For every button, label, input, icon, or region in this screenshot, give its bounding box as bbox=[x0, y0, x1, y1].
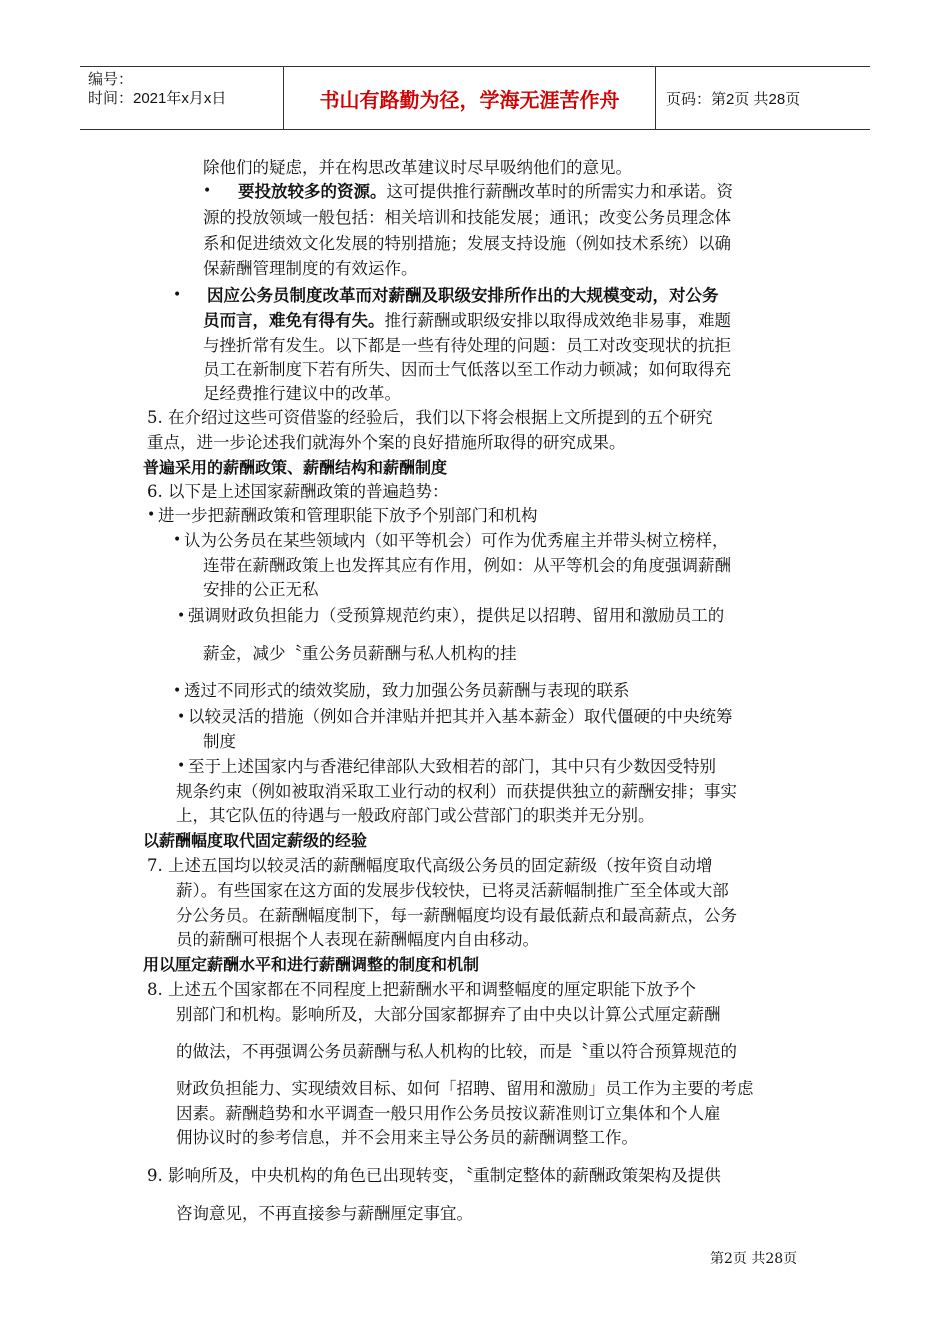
trend-item-line: 薪金，减少〝重公务员薪酬与私人机构的挂 bbox=[203, 644, 517, 663]
paragraph-7-line: 员的薪酬可根据个人表现在薪酬幅度内自由移动。 bbox=[176, 930, 539, 949]
paragraph-5-line: 重点，进一步论述我们就海外个案的良好措施所取得的研究成果。 bbox=[147, 433, 626, 452]
trend-item-line: 连带在薪酬政策上也发挥其应有作用，例如：从平等机会的角度强调薪酬 bbox=[203, 556, 731, 575]
page-header bbox=[80, 66, 870, 130]
paragraph-6-line: 6. 以下是上述国家薪酬政策的普遍趋势： bbox=[147, 482, 449, 501]
bold-phrase: 要投放较多的资源。 bbox=[238, 182, 387, 201]
paragraph-7-line: 7. 上述五国均以较灵活的薪酬幅度取代高级公务员的固定薪级（按年资自动增 bbox=[147, 856, 713, 875]
bullet: • bbox=[177, 709, 186, 725]
trend-item: 认为公务员在某些领域内（如平等机会）可作为优秀雇主并带头树立榜样， bbox=[184, 531, 729, 550]
bullet: • bbox=[173, 683, 182, 699]
bullet: • bbox=[177, 608, 186, 624]
bold-phrase: 员而言，难免有得有失。 bbox=[203, 311, 385, 330]
trend-item: 透过不同形式的绩效奖励，致力加强公务员薪酬与表现的联系 bbox=[184, 681, 630, 700]
trend-item-line: 规条约束（例如被取消采取工业行动的权利）而获提供独立的薪酬安排；事实 bbox=[176, 782, 737, 801]
body-line bbox=[238, 181, 733, 203]
trend-item-line: 上，其它队伍的待遇与一般政府部门或公营部门的职类并无分别。 bbox=[176, 806, 655, 825]
header-page-number: 页码：第2页 共28页 bbox=[666, 90, 801, 108]
body-text: 这可提供推行薪酬改革时的所需实力和承诺。资 bbox=[386, 182, 733, 201]
paragraph-8-line: 佣协议时的参考信息，并不会用来主导公务员的薪酬调整工作。 bbox=[176, 1128, 638, 1147]
header-meta bbox=[80, 67, 284, 129]
body-line: 足经费推行建议中的改革。 bbox=[203, 384, 401, 403]
paragraph-7-line: 分公务员。在薪酬幅度制下，每一薪酬幅度均设有最低薪点和最高薪点，公务 bbox=[176, 906, 737, 925]
body-text: 推行薪酬或职级安排以取得成效绝非易事，难题 bbox=[384, 311, 731, 330]
document-number-label: 编号： bbox=[88, 71, 134, 88]
paragraph-9-line: 咨询意见，不再直接参与薪酬厘定事宜。 bbox=[176, 1204, 473, 1223]
header-motto: 书山有路勤为径，学海无涯苦作舟 bbox=[284, 67, 656, 129]
paragraph-5-line: 5. 在介绍过这些可资借鉴的经验后，我们以下将会根据上文所提到的五个研究 bbox=[147, 408, 713, 427]
trend-item-line: 安排的公正无私 bbox=[203, 580, 319, 599]
document-date: 时间：2021年x月x日 bbox=[88, 90, 227, 107]
paragraph-8-line: 的做法，不再强调公务员薪酬与私人机构的比较，而是〝重以符合预算规范的 bbox=[176, 1042, 737, 1061]
bullet: • bbox=[173, 532, 182, 548]
trend-item: 强调财政负担能力（受预算规范约束），提供足以招聘、留用和激励员工的 bbox=[188, 606, 725, 625]
body-line: 除他们的疑虑，并在构思改革建议时尽早吸纳他们的意见。 bbox=[203, 158, 632, 177]
body-line: 因应公务员制度改革而对薪酬及职级安排所作出的大规模变动，对公务 bbox=[207, 286, 719, 305]
trend-item: 进一步把薪酬政策和管理职能下放予个别部门和机构 bbox=[158, 506, 538, 525]
bullet: • bbox=[177, 758, 186, 774]
section-heading: 普遍采用的薪酬政策、薪酬结构和薪酬制度 bbox=[143, 458, 448, 477]
section-heading: 用以厘定薪酬水平和进行薪酬调整的制度和机制 bbox=[143, 955, 480, 974]
body-line: 系和促进绩效文化发展的特别措施；发展支持设施（例如技术系统）以确 bbox=[203, 234, 731, 253]
body-line bbox=[203, 310, 731, 332]
paragraph-8-line: 因素。薪酬趋势和水平调查一般只用作公务员按议薪准则订立集体和个人雇 bbox=[176, 1104, 721, 1123]
trend-item: 以较灵活的措施（例如合并津贴并把其并入基本薪金）取代僵硬的中央统筹 bbox=[188, 707, 733, 726]
page-footer: 第2页 共28页 bbox=[710, 1251, 798, 1267]
paragraph-8-line: 8. 上述五个国家都在不同程度上把薪酬水平和调整幅度的厘定职能下放予个 bbox=[147, 980, 696, 999]
paragraph-8-line: 别部门和机构。影响所及，大部分国家都摒弃了由中央以计算公式厘定薪酬 bbox=[176, 1005, 721, 1024]
body-line: 与挫折常有发生。以下都是一些有待处理的问题：员工对改变现状的抗拒 bbox=[203, 336, 731, 355]
trend-item-line: 制度 bbox=[203, 732, 236, 751]
body-line: 员工在新制度下若有所失、因而士气低落以至工作动力顿减；如何取得充 bbox=[203, 360, 731, 379]
bullet: • bbox=[147, 507, 156, 523]
body-line: 源的投放领域一般包括：相关培训和技能发展；通讯；改变公务员理念体 bbox=[203, 208, 731, 227]
paragraph-9-line: 9. 影响所及，中央机构的角色已出现转变，〝重制定整体的薪酬政策架构及提供 bbox=[147, 1166, 721, 1185]
trend-item: 至于上述国家内与香港纪律部队大致相若的部门，其中只有少数因受特别 bbox=[188, 757, 716, 776]
paragraph-8-line: 财政负担能力、实现绩效目标、如何「招聘、留用和激励」员工作为主要的考虑 bbox=[176, 1079, 754, 1098]
bullet: • bbox=[203, 183, 212, 199]
paragraph-7-line: 薪）。有些国家在这方面的发展步伐较快，已将灵活薪幅制推广至全体或大部 bbox=[176, 881, 729, 900]
section-heading: 以薪酬幅度取代固定薪级的经验 bbox=[143, 831, 368, 850]
bullet: • bbox=[173, 287, 182, 303]
body-line: 保薪酬管理制度的有效运作。 bbox=[203, 259, 418, 278]
